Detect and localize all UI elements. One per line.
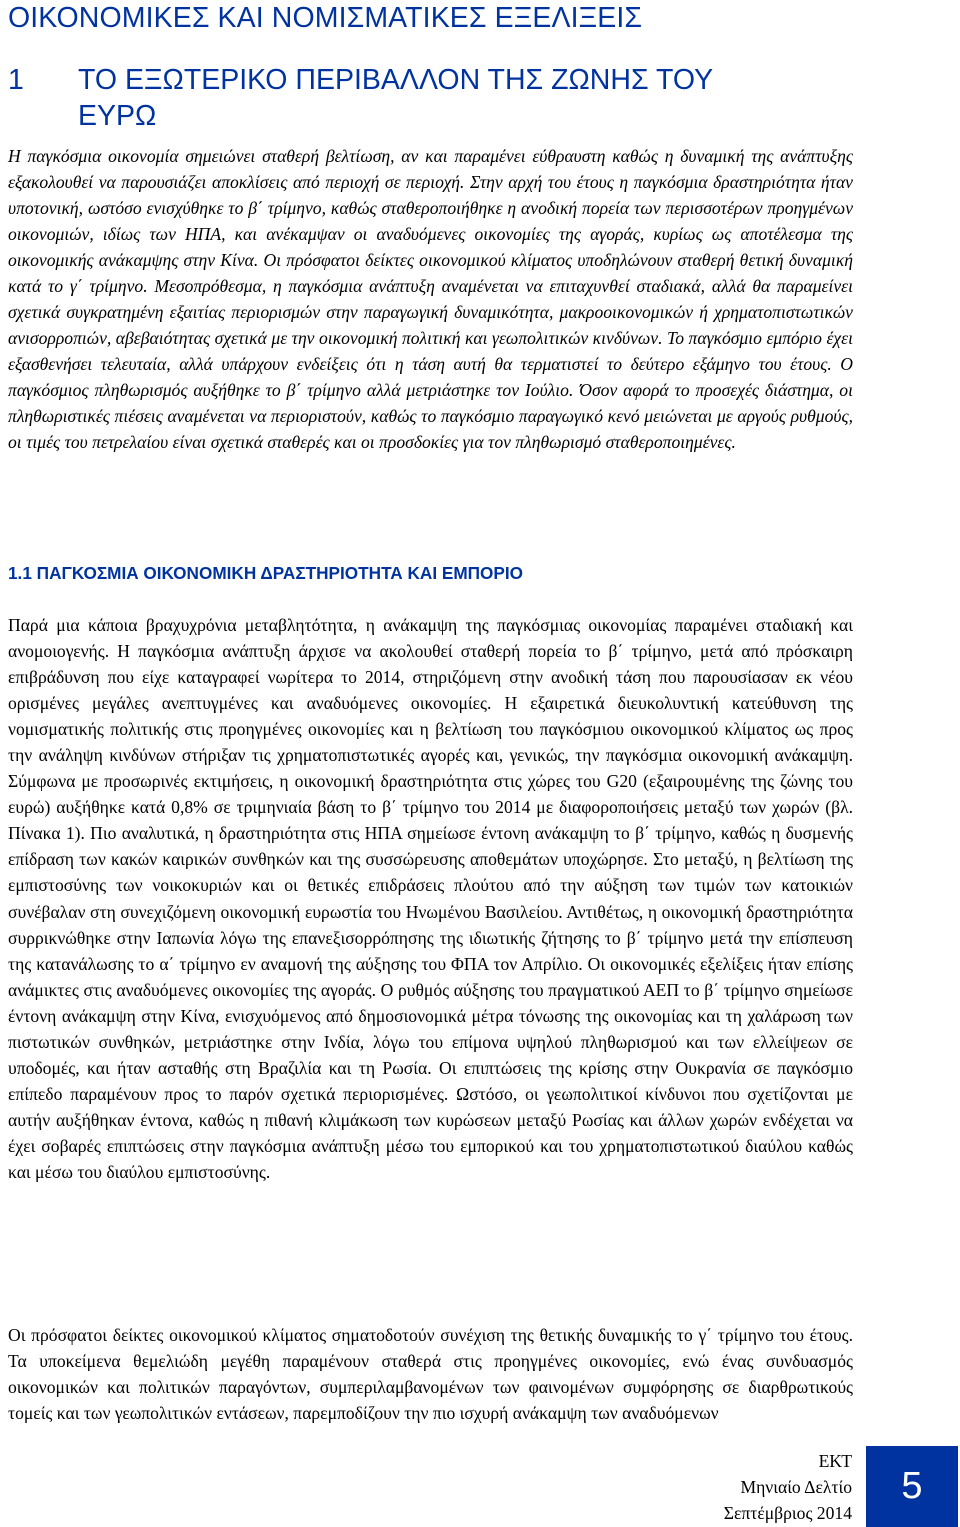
- footer-publisher: ΕΚΤ: [818, 1451, 852, 1471]
- body-paragraph-2: Οι πρόσφατοι δείκτες οικονομικού κλίματος σηματοδοτούν συνέχιση της θετικής δυναμικής το γ΄ τρίμηνο του έτους. Τα υποκείμενα θεμελιώδη μεγέθη παραμένουν σταθερά στις προηγμένες οικονομίες, ενώ ένας συνδυασμός οικονομικών και πολιτικών παραγόντων, συμπεριλαμβανομένων των φαινομένων συμφόρησης σε διαρθρωτικούς τομείς και των γεωπολιτικών εντάσεων, παρεμποδίζουν την πιο ισχυρή ανάκαμψη των αναδυόμενων: [8, 1325, 853, 1424]
- section-title-line1: ΤΟ ΕΞΩΤΕΡΙΚΟ ΠΕΡΙΒΑΛΛΟΝ ΤΗΣ ΖΩΝΗΣ ΤΟΥ: [78, 64, 714, 96]
- page-number-box: [866, 1446, 958, 1527]
- section-number: 1: [8, 64, 24, 96]
- footer-issue-date: Σεπτέμβριος 2014: [723, 1503, 852, 1523]
- footer-bulletin-name: Μηνιαίο Δελτίο: [740, 1477, 852, 1497]
- footer-publication-info: [724, 1448, 852, 1526]
- body-paragraph-1: Παρά μια κάποια βραχυχρόνια μεταβλητότητα, η ανάκαμψη της παγκόσμιας οικονομίας παραμένει σταδιακή και ανομοιογενής. Η παγκόσμια ανάπτυξη άρχισε να ακολουθεί σταθερή πορεία το β΄ τρίμηνο, μετά από πρόσκαιρη επιβράδυνση που είχε καταγραφεί νωρίτερα το 2014, στηριζόμενη στην ανοδική τάση που παρουσίασαν εκ νέου ορισμένες μεγάλες ανεπτυγμένες και αναδυόμενες οικονομίες. Η εξαιρετικά διευκολυντική κατεύθυνση της νομισματικής πολιτικής στις προηγμένες οικονομίες και η βελτίωση του παγκόσμιου οικονομικού κλίματος ως προς την ανάληψη κινδύνων στήριξαν τις χρηματοπιστωτικές αγορές και, γενικώς, την παγκόσμια οικονομική ανάκαμψη. Σύμφωνα με προσωρινές εκτιμήσεις, η οικονομική δραστηριότητα στις χώρες του G20 (εξαιρουμένης της ζώνης του ευρώ) αυξήθηκε κατά 0,8% σε τριμηνιαία βάση το β΄ τρίμηνο του 2014 με διαφοροποιήσεις μεταξύ των χωρών (βλ. Πίνακα 1). Πιο αναλυτικά, η δραστηριότητα στις ΗΠΑ σημείωσε έντονη ανάκαμψη το β΄ τρίμηνο, καθώς η δυσμενής επίδραση των κακών καιρικών συνθηκών και της συσσώρευσης αποθεμάτων υποχώρησε. Στο μεταξύ, η βελτίωση της εμπιστοσύνης των νοικοκυριών και οι θετικές επιδράσεις πλούτου από την αύξηση των τιμών των κατοικιών συνέβαλαν στη συνεχιζόμενη οικονομική ευρωστία του Ηνωμένου Βασιλείου. Αντιθέτως, η οικονομική δραστηριότητα συρρικνώθηκε στην Ιαπωνία λόγω της επανεξισορρόπησης της ιδιωτικής ζήτησης το β΄ τρίμηνο μετά την επίσπευση της κατανάλωσης το α΄ τρίμηνο εν αναμονή της αύξησης του ΦΠΑ τον Απρίλιο. Οι οικονομικές εξελίξεις ήταν επίσης ανάμικτες στις αναδυόμενες οικονομίες της αγοράς. Ο ρυθμός αύξησης του πραγματικού ΑΕΠ το β΄ τρίμηνο σημείωσε έντονη ανάκαμψη στην Κίνα, ενισχυόμενος από δημοσιονομικά μέτρα τόνωσης της οικονομίας και τη χαλάρωση των πιστωτικών συνθηκών, μετριάστηκε στην Ινδία, λόγω του επίμονα υψηλού πληθωρισμού και των ελλείψεων σε υποδομές, και ήταν ασταθής στη Βραζιλία και τη Ρωσία. Οι επιπτώσεις της κρίσης στην Ουκρανία σε παγκόσμιο επίπεδο παραμένουν προς το παρόν σχετικά περιορισμένες. Ωστόσο, οι γεωπολιτικοί κίνδυνοι που σχετίζονται με αυτήν αυξήθηκαν έντονα, καθώς η πιθανή κλιμάκωση των κυρώσεων μεταξύ Ρωσίας και άλλων χωρών ενδέχεται να έχει σοβαρές επιπτώσεις στην παγκόσμια ανάπτυξη μέσω του εμπορικού και του χρηματοπιστωτικού διαύλου καθώς και μέσω του διαύλου εμπιστοσύνης.: [8, 615, 853, 1182]
- subsection-title: 1.1 ΠΑΓΚΟΣΜΙΑ ΟΙΚΟΝΟΜΙΚΗ ΔΡΑΣΤΗΡΙΟΤΗΤΑ ΚΑΙ ΕΜΠΟΡΙΟ: [8, 563, 524, 583]
- section-heading: [8, 62, 908, 134]
- page-number: 5: [901, 1465, 923, 1507]
- lead-paragraph: Η παγκόσμια οικονομία σημειώνει σταθερή βελτίωση, αν και παραμένει εύθραυστη καθώς η δυναμική της ανάπτυξης εξακολουθεί να παρουσιάζει αποκλίσεις από περιοχή σε περιοχή. Στην αρχή του έτους η παγκόσμια δραστηριότητα ήταν υποτονική, ωστόσο ενισχύθηκε το β΄ τρίμηνο, καθώς σταθεροποιήθηκε η ανοδική πορεία των περισσοτέρων προηγμένων οικονομιών, ιδίως των ΗΠΑ, και ανέκαμψαν οι αναδυόμενες οικονομίες της αγοράς, κυρίως ως αποτέλεσμα της οικονομικής ανάκαμψης στην Κίνα. Οι πρόσφατοι δείκτες οικονομικού κλίματος υποδηλώνουν σταθερή θετική δυναμική κατά το γ΄ τρίμηνο. Μεσοπρόθεσμα, η παγκόσμια ανάπτυξη αναμένεται να επιταχυνθεί σταδιακά, αλλά θα παραμείνει σχετικά συγκρατημένη εξαιτίας περιορισμών στην παραγωγική δυναμικότητα, μακροοικονομικών ή χρηματοπιστωτικών ανισορροπιών, αβεβαιότητας σχετικά με την οικονομική πολιτική και γεωπολιτικών κινδύνων. Το παγκόσμιο εμπόριο έχει εξασθενήσει τελευταία, αλλά υπάρχουν ενδείξεις ότι η τάση αυτή θα τερματιστεί το δεύτερο εξάμηνο του έτους. Ο παγκόσμιος πληθωρισμός αυξήθηκε το β΄ τρίμηνο αλλά μετριάστηκε τον Ιούλιο. Όσον αφορά το προσεχές διάστημα, οι πληθωριστικές πιέσεις αναμένεται να περιοριστούν, καθώς το παγκόσμιο παραγωγικό κενό μειώνεται με αργούς ρυθμούς, οι τιμές του πετρελαίου είναι σχετικά σταθερές και οι προσδοκίες για τον πληθωρισμό σταθεροποιημένες.: [8, 146, 853, 452]
- main-title: ΟΙΚΟΝΟΜΙΚΕΣ ΚΑΙ ΝΟΜΙΣΜΑΤΙΚΕΣ ΕΞΕΛΙΞΕΙΣ: [8, 2, 643, 34]
- section-title-line2: ΕΥΡΩ: [78, 100, 157, 132]
